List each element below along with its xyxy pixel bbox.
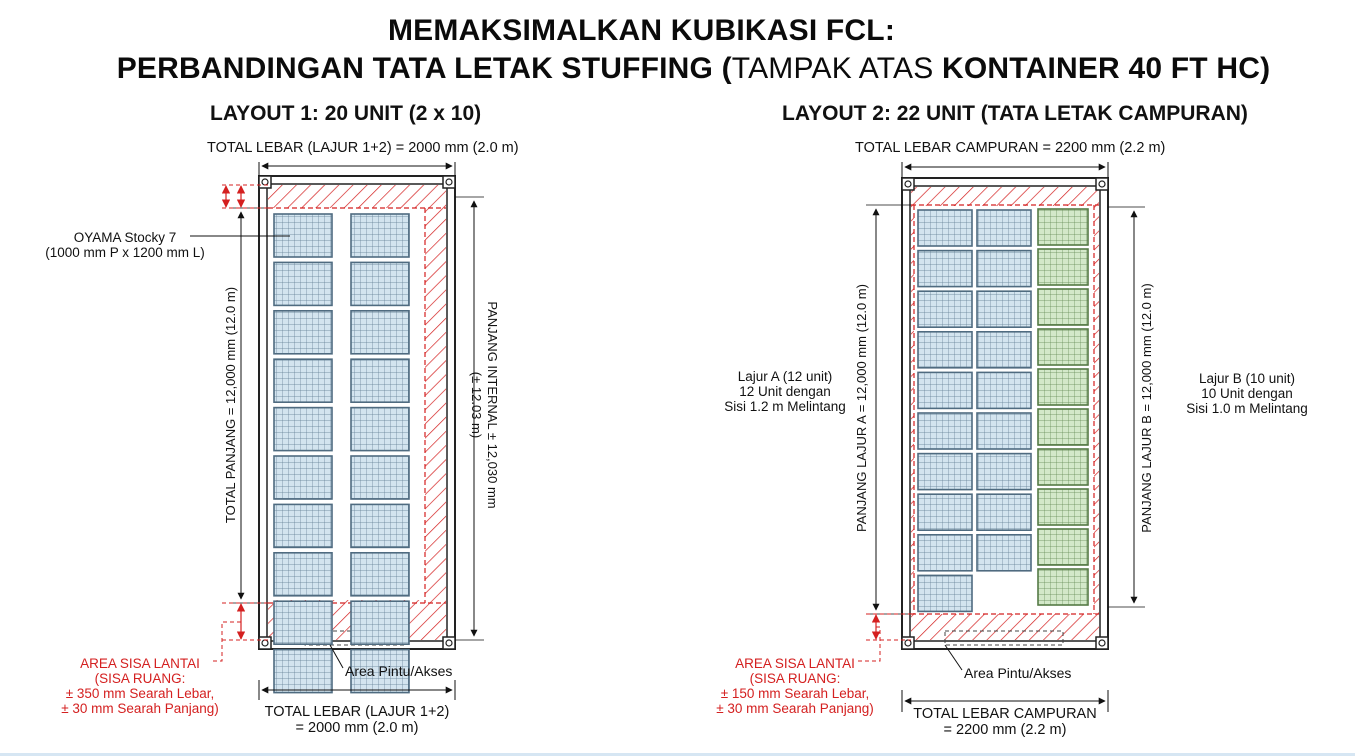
title-line-2-normal: TAMPAK ATAS: [731, 52, 943, 85]
layout1-pallet: [274, 408, 332, 451]
layout2-remaining-line4: ± 30 mm Searah Panjang): [716, 701, 874, 716]
layout1-pallet: [351, 408, 409, 451]
layout2-lane-a-label: [700, 369, 870, 414]
layout1-total-length: TOTAL PANJANG = 12,000 mm (12.0 m): [223, 286, 238, 524]
layout1-bottom-width-line1: TOTAL LEBAR (LAJUR 1+2): [264, 704, 450, 720]
layout2-lane-b-line2: 10 Unit dengan: [1201, 386, 1293, 401]
layout1-pallet: [351, 601, 409, 644]
layout2-heading: LAYOUT 2: 22 UNIT (TATA LETAK CAMPURAN): [782, 102, 1248, 125]
layout2-pallet: [1038, 409, 1088, 445]
layout2-remaining-area: [700, 656, 890, 716]
layout2-pallet: [918, 332, 972, 368]
layout2-pallet: [918, 535, 972, 571]
layout2-pallet: [977, 494, 1031, 530]
layout2-pallet: [918, 413, 972, 449]
layout1-internal-length-line2: (± 12.03 m): [469, 371, 484, 439]
layout1-pallet: [274, 553, 332, 596]
layout1-internal-length: [468, 205, 500, 605]
layout1-remaining-line4: ± 30 mm Searah Panjang): [61, 701, 219, 716]
layout2-pallet: [1038, 569, 1088, 605]
layout2-lane-a-line1: Lajur A (12 unit): [737, 369, 833, 384]
layout1-pallet: [274, 504, 332, 547]
layout2-pallet: [1038, 289, 1088, 325]
layout1-remaining-line3: ± 350 mm Searah Lebar,: [65, 686, 215, 701]
layout2-door-label: Area Pintu/Akses: [964, 665, 1072, 681]
layout2-pallet: [977, 413, 1031, 449]
layout2-pallet: [1038, 529, 1088, 565]
layout2-bottom-width-line2: = 2200 mm (2.2 m): [943, 722, 1067, 738]
layout2-pallet: [977, 535, 1031, 571]
title-line-2-bold-b: KONTAINER 40 FT HC): [942, 52, 1271, 85]
layout2-bottom-width: [880, 706, 1130, 738]
layout1-pallet: [351, 214, 409, 257]
layout2-pallet: [918, 575, 972, 611]
layout2-pallet: [918, 494, 972, 530]
layout2-pallet: [977, 372, 1031, 408]
layout2-pallet: [977, 291, 1031, 327]
layout1-top-width: TOTAL LEBAR (LAJUR 1+2) = 2000 mm (2.0 m): [207, 140, 519, 156]
layout2-lane-b-line1: Lajur B (10 unit): [1198, 371, 1296, 386]
layout2-lane-b-line3: Sisi 1.0 m Melintang: [1186, 401, 1308, 416]
layout1-pallet-label-line2: (1000 mm P x 1200 mm L): [45, 245, 205, 260]
layout2-pallet: [918, 454, 972, 490]
layout2-remaining-line3: ± 150 mm Searah Lebar,: [720, 686, 870, 701]
layout2-pallet: [1038, 209, 1088, 245]
layout1-heading: LAYOUT 1: 20 UNIT (2 x 10): [210, 102, 482, 125]
title-line-2-bold-a: PERBANDINGAN TATA LETAK STUFFING (: [116, 52, 732, 85]
layout2-pallet: [918, 210, 972, 246]
layout2-pallet: [977, 454, 1031, 490]
layout2-remaining-line2: (SISA RUANG:: [749, 671, 841, 686]
layout2-lane-b-length: PANJANG LAJUR B = 12,000 mm (12.0 m): [1139, 283, 1154, 533]
layout1-door-label: Area Pintu/Akses: [345, 663, 453, 679]
layout1-remaining-line1: AREA SISA LANTAI: [80, 656, 200, 671]
layout2-remaining-line1: AREA SISA LANTAI: [735, 656, 855, 671]
layout2-pallet: [918, 251, 972, 287]
layout2-pallet: [918, 372, 972, 408]
layout1-pallet: [274, 359, 332, 402]
layout1-pallet-label-line1: OYAMA Stocky 7: [73, 230, 177, 245]
layout1-bottom-width-line2: = 2000 mm (2.0 m): [295, 720, 419, 736]
layout2-pallet: [977, 210, 1031, 246]
layout1-pallet: [274, 311, 332, 354]
layout2-pallet: [1038, 329, 1088, 365]
layout2-pallet: [1038, 449, 1088, 485]
layout1-pallet: [351, 359, 409, 402]
layout1-pallet: [274, 650, 332, 693]
layout1-pallet-label: [40, 230, 210, 260]
layout1-remaining-area: [50, 656, 230, 716]
layout2-lane-a-line2: 12 Unit dengan: [739, 384, 831, 399]
layout2-lane-a-line3: Sisi 1.2 m Melintang: [724, 399, 846, 414]
layout2-pallet: [918, 291, 972, 327]
layout1-pallet: [274, 262, 332, 305]
layout2-bottom-width-line1: TOTAL LEBAR CAMPURAN: [913, 706, 1097, 722]
layout2-lane-a-length: PANJANG LAJUR A = 12,000 mm (12.0 m): [854, 284, 869, 532]
layout2-lane-b-label: [1162, 371, 1332, 416]
layout1-pallet: [274, 456, 332, 499]
layout1-remaining-line2: (SISA RUANG:: [94, 671, 186, 686]
layout1-internal-length-line1: PANJANG INTERNAL ± 12,030 mm: [485, 301, 500, 509]
layout1-pallet: [274, 601, 332, 644]
layout1-pallet: [351, 456, 409, 499]
layout2-pallet: [1038, 249, 1088, 285]
layout2-top-width: TOTAL LEBAR CAMPURAN = 2200 mm (2.2 m): [855, 140, 1166, 156]
layout1-pallet: [351, 504, 409, 547]
layout2-pallet: [977, 251, 1031, 287]
layout2-pallet: [1038, 369, 1088, 405]
layout1-pallet: [351, 311, 409, 354]
title-line-1: MEMAKSIMALKAN KUBIKASI FCL:: [387, 14, 896, 47]
layout2-pallet: [1038, 489, 1088, 525]
layout1-pallet: [351, 262, 409, 305]
layout1-pallet: [351, 553, 409, 596]
layout2-pallet: [977, 332, 1031, 368]
layout1-bottom-width: [232, 704, 482, 736]
